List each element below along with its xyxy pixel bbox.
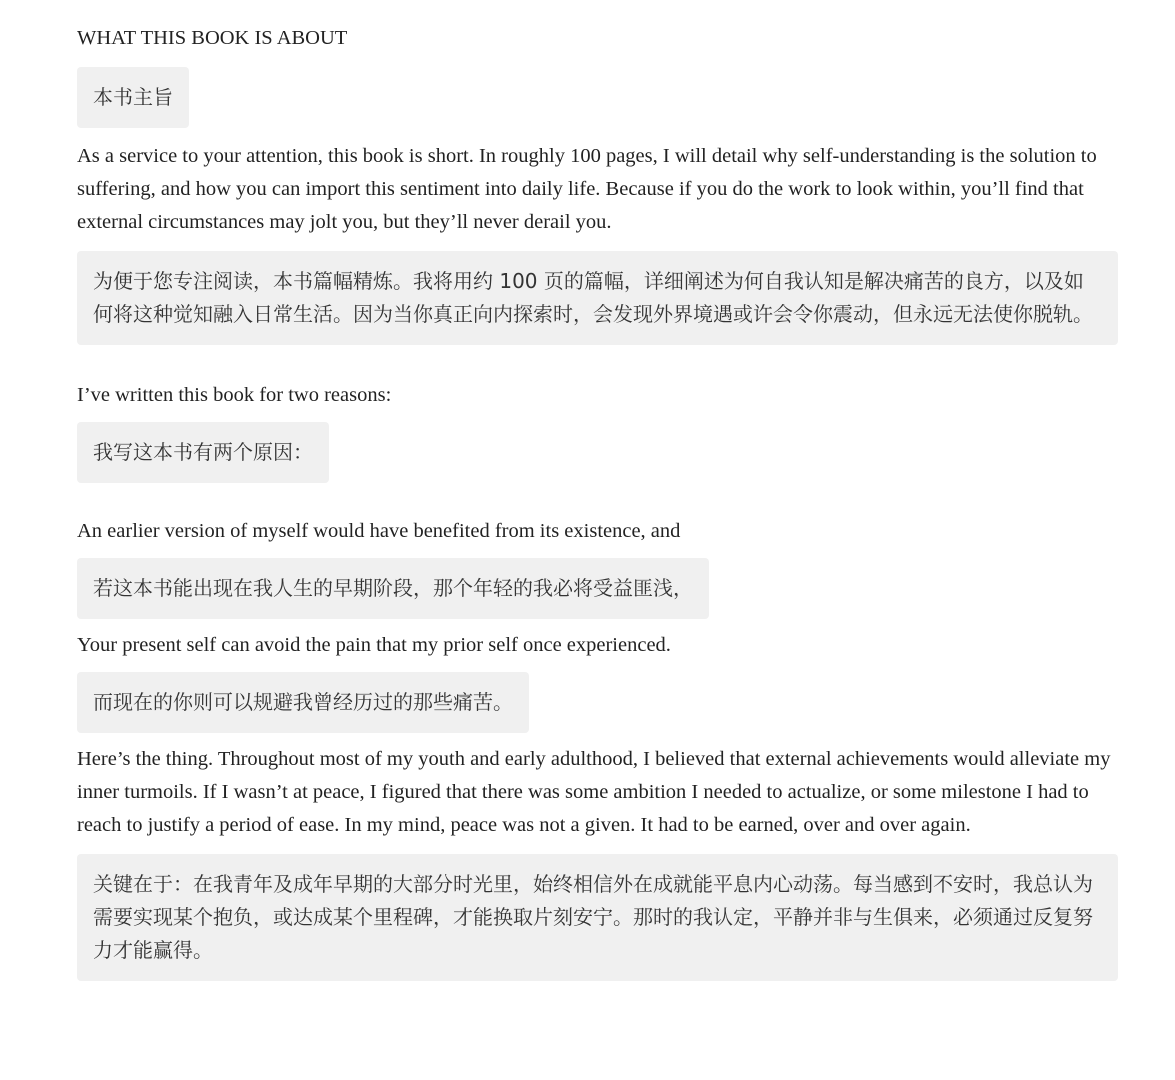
document-page xyxy=(77,22,1118,981)
translation-block: 本书主旨 xyxy=(77,67,189,128)
list-item: An earlier version of myself would have benefited from its existence, and xyxy=(77,520,681,542)
translation-block: 若这本书能出现在我人生的早期阶段，那个年轻的我必将受益匪浅， xyxy=(77,558,709,619)
translation-block: 我写这本书有两个原因： xyxy=(77,422,329,483)
translation-block: 为便于您专注阅读，本书篇幅精炼。我将用约 100 页的篇幅，详细阐述为何自我认知是解决痛苦的良方，以及如何将这种觉知融入日常生活。因为当你真正向内探索时，会发现外界境遇或许会令你震动，但永远无法使你脱轨。 xyxy=(77,251,1118,345)
paragraph: I’ve written this book for two reasons: xyxy=(77,384,392,406)
translation-block: 而现在的你则可以规避我曾经历过的那些痛苦。 xyxy=(77,672,529,733)
list-item: Your present self can avoid the pain that my prior self once experienced. xyxy=(77,634,671,656)
translation-block: 关键在于：在我青年及成年早期的大部分时光里，始终相信外在成就能平息内心动荡。每当感到不安时，我总认为需要实现某个抱负，或达成某个里程碑，才能换取片刻安宁。那时的我认定，平静并非与生俱来，必须通过反复努力才能赢得。 xyxy=(77,854,1118,981)
paragraph: As a service to your attention, this book is short. In roughly 100 pages, I will detail why self-understanding is the solution to suffering, and how you can import this sentiment into daily life. Because if you do the work to look within, you’ll find that external circumstances may jolt you, but they’ll never derail you. xyxy=(77,145,1097,233)
paragraph: Here’s the thing. Throughout most of my youth and early adulthood, I believed that external achievements would alleviate my inner turmoils. If I wasn’t at peace, I figured that there was some ambition I needed to actualize, or some milestone I had to reach to justify a period of ease. In my mind, peace was not a given. It had to be earned, over and over again. xyxy=(77,748,1111,836)
section-heading: WHAT THIS BOOK IS ABOUT xyxy=(77,27,348,49)
